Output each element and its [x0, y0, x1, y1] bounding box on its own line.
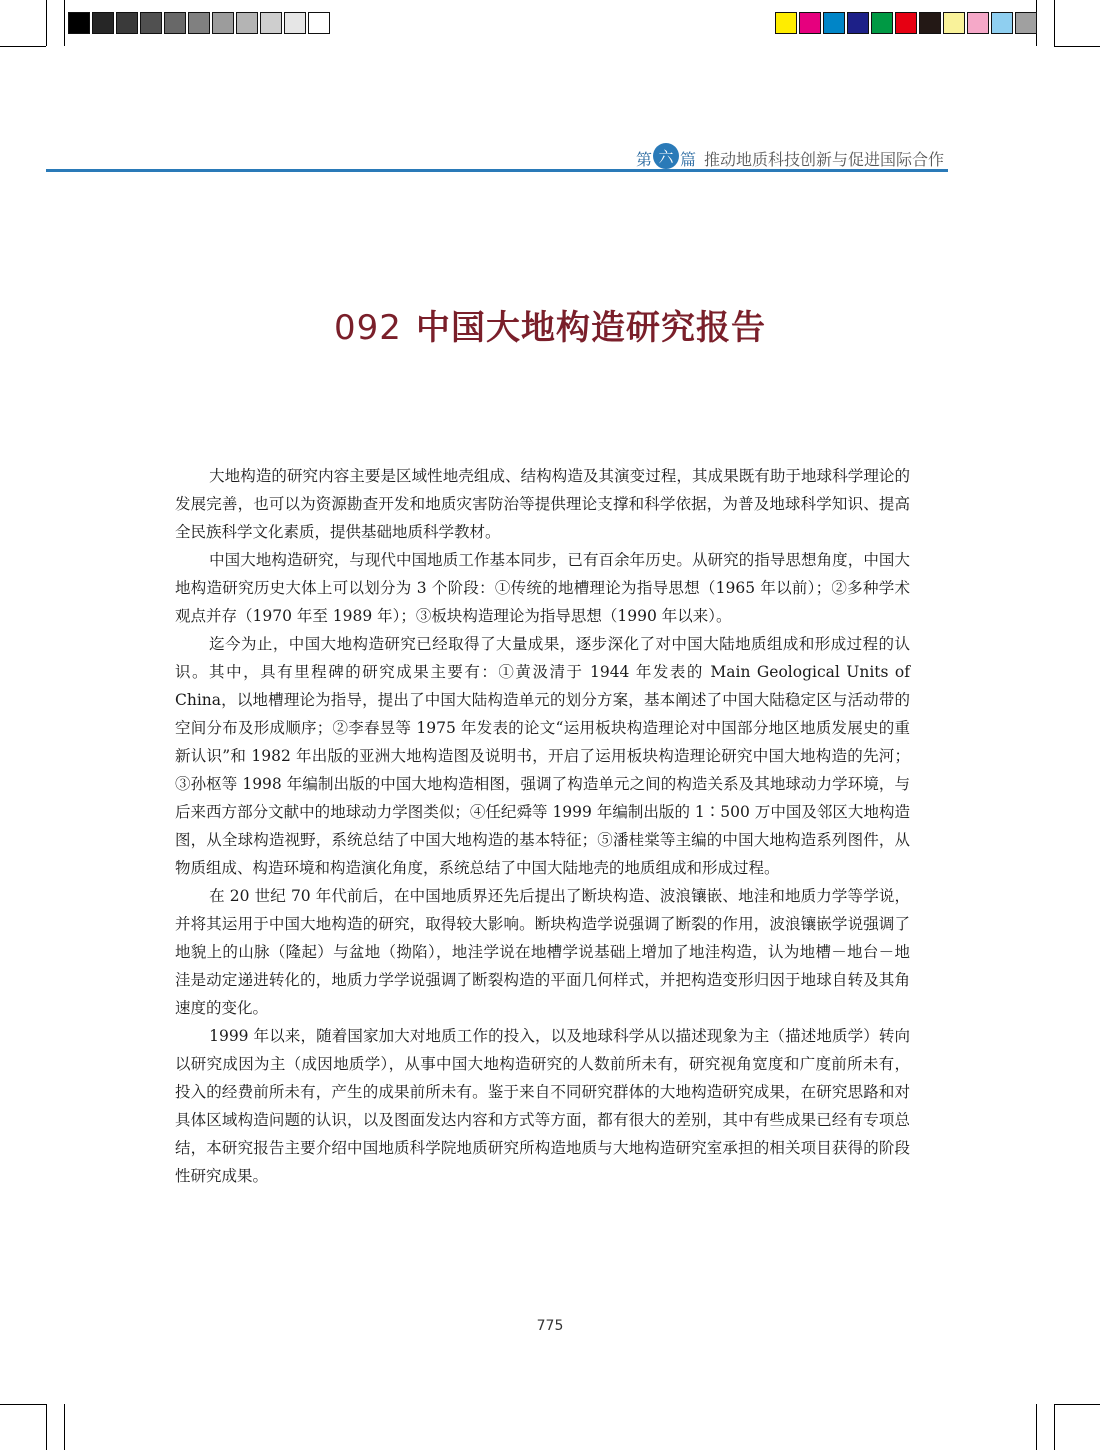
calibration-swatch	[140, 12, 162, 34]
part-title: 推动地质科技创新与促进国际合作	[704, 149, 945, 169]
calibration-swatch	[871, 12, 893, 34]
gray-calibration-bar	[68, 12, 332, 34]
crop-mark	[1054, 1404, 1100, 1405]
calibration-swatch	[284, 12, 306, 34]
color-calibration-bar	[775, 12, 1039, 34]
calibration-swatch	[991, 12, 1013, 34]
calibration-swatch	[212, 12, 234, 34]
part-number-badge: 六	[653, 143, 679, 169]
paragraph: 在 20 世纪 70 年代前后，在中国地质界还先后提出了断块构造、波浪镶嵌、地洼和地质力学等学说，并将其运用于中国大地构造的研究，取得较大影响。断块构造学说强调了断裂的作用，波浪镶嵌学说强调了地貌上的山脉（隆起）与盆地（拗陷），地洼学说在地槽学说基础上增加了地洼构造，认为地槽－地台－地洼是动定递进转化的，地质力学学说强调了断裂构造的平面几何样式，并把构造变形归因于地球自转及其角速度的变化。	[175, 887, 910, 1017]
calibration-swatch	[116, 12, 138, 34]
running-header	[636, 145, 944, 171]
crop-mark	[1036, 1404, 1037, 1450]
crop-mark	[0, 1404, 46, 1405]
calibration-swatch	[260, 12, 282, 34]
calibration-swatch	[775, 12, 797, 34]
crop-mark	[1054, 0, 1055, 46]
calibration-swatch	[895, 12, 917, 34]
calibration-swatch	[823, 12, 845, 34]
crop-mark	[46, 1404, 47, 1450]
crop-mark	[1054, 46, 1100, 47]
calibration-swatch	[943, 12, 965, 34]
calibration-swatch	[188, 12, 210, 34]
paragraph: 中国大地构造研究，与现代中国地质工作基本同步，已有百余年历史。从研究的指导思想角度，中国大地构造研究历史大体上可以划分为 3 个阶段：①传统的地槽理论为指导思想（1965 年以前）；②多种学术观点并存（1970 年至 1989 年）；③板块构造理论为指导思想（1990 年以来）。	[175, 551, 910, 625]
calibration-swatch	[308, 12, 330, 34]
part-prefix: 第	[636, 149, 653, 169]
calibration-swatch	[68, 12, 90, 34]
chapter-title	[0, 300, 1100, 349]
paragraph: 大地构造的研究内容主要是区域性地壳组成、结构构造及其演变过程，其成果既有助于地球科学理论的发展完善，也可以为资源勘查开发和地质灾害防治等提供理论支撑和科学依据，为普及地球科学知识、提高全民族科学文化素质，提供基础地质科学教材。	[175, 467, 910, 541]
calibration-swatch	[799, 12, 821, 34]
calibration-swatch	[967, 12, 989, 34]
calibration-swatch	[847, 12, 869, 34]
paragraph: 迄今为止，中国大地构造研究已经取得了大量成果，逐步深化了对中国大陆地质组成和形成过程的认识。其中，具有里程碑的研究成果主要有：①黄汲清于 1944 年发表的 Main Geological Units of China，以地槽理论为指导，提出了中国大陆构造单元的划分方案，基本阐述了中国大陆稳定区与活动带的空间分布及形成顺序；②李春昱等 1975 年发表的论文“运用板块构造理论对中国部分地区地质发展史的重新认识”和 1982 年出版的亚洲大地构造图及说明书，开启了运用板块构造理论研究中国大地构造的先河；③孙枢等 1998 年编制出版的中国大地构造相图，强调了构造单元之间的构造关系及其地球动力学环境，与后来西方部分文献中的地球动力学图类似；④任纪舜等 1999 年编制出版的 1∶500 万中国及邻区大地构造图，从全球构造视野，系统总结了中国大地构造的基本特征；⑤潘桂棠等主编的中国大地构造系列图件，从物质组成、构造环境和构造演化角度，系统总结了中国大陆地壳的地质组成和形成过程。	[175, 635, 910, 877]
crop-mark	[0, 46, 46, 47]
crop-mark	[64, 0, 65, 46]
chapter-number: 092	[334, 308, 402, 348]
crop-mark	[1054, 1404, 1055, 1450]
header-rule	[46, 169, 948, 172]
calibration-swatch	[92, 12, 114, 34]
chapter-title-text: 中国大地构造研究报告	[415, 308, 766, 348]
part-suffix: 篇	[680, 149, 697, 169]
part-label	[636, 145, 696, 171]
paragraph: 1999 年以来，随着国家加大对地质工作的投入，以及地球科学从以描述现象为主（描述地质学）转向以研究成因为主（成因地质学），从事中国大地构造研究的人数前所未有，研究视角宽度和广度前所未有，投入的经费前所未有，产生的成果前所未有。鉴于来自不同研究群体的大地构造研究成果，在研究思路和对具体区域构造问题的认识，以及图面发达内容和方式等方面，都有很大的差别，其中有些成果已经有专项总结，本研究报告主要介绍中国地质科学院地质研究所构造地质与大地构造研究室承担的相关项目获得的阶段性研究成果。	[175, 1027, 910, 1185]
crop-mark	[64, 1404, 65, 1450]
calibration-swatch	[919, 12, 941, 34]
page-number: 775	[536, 1318, 564, 1334]
calibration-swatch	[1015, 12, 1037, 34]
calibration-swatch	[164, 12, 186, 34]
crop-mark	[46, 0, 47, 46]
body-text	[175, 462, 910, 1190]
calibration-swatch	[236, 12, 258, 34]
